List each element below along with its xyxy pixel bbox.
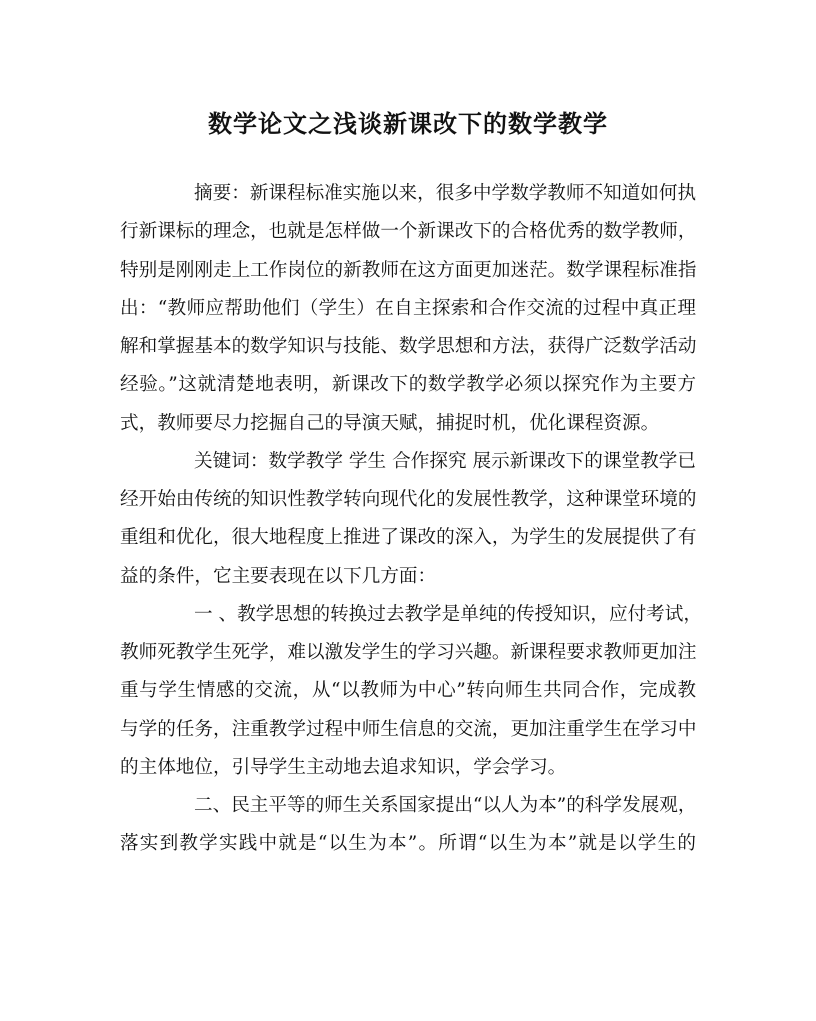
paragraph-keywords-line: 关键词：数学教学 学生 合作探究 展示新课改下的课堂教学已 xyxy=(194,450,696,472)
document-title: 数学论文之浅谈新课改下的数学教学 xyxy=(208,109,608,138)
paragraph-section-two-line: 二、民主平等的师生关系国家提出“以人为本”的科学发展观， xyxy=(194,795,697,816)
paragraph-section-one-line: 的主体地位，引导学生主动地去追求知识，学会学习。 xyxy=(120,756,567,778)
document-body xyxy=(120,175,702,864)
paragraph-section-two-line: 落实到教学实践中就是“以生为本”。所谓“以生为本”就是以学生的 xyxy=(120,833,696,855)
paragraph-keywords-line: 益的条件，它主要表现在以下几方面： xyxy=(120,565,437,587)
paragraph-keywords-line: 经开始由传统的知识性教学转向现代化的发展性教学，这种课堂环境的 xyxy=(120,489,697,510)
paragraph-section-one-line: 教师死教学生死学，难以激发学生的学习兴趣。新课程要求教师更加注 xyxy=(120,642,697,663)
paragraph-abstract-line: 经验。”这就清楚地表明，新课改下的数学教学必须以探究作为主要方 xyxy=(120,374,696,396)
paragraph-section-one-line: 与学的任务，注重教学过程中师生信息的交流，更加注重学生在学习中 xyxy=(120,718,697,740)
paragraph-abstract-line: 出：“教师应帮助他们（学生）在自主探索和合作交流的过程中真正理 xyxy=(120,297,696,319)
paragraph-section-one-line: 一 、教学思想的转换过去教学是单纯的传授知识，应付考试， xyxy=(194,603,702,625)
paragraph-abstract-line: 解和掌握基本的数学知识与技能、数学思想和方法，获得广泛数学活动 xyxy=(120,336,697,357)
paragraph-abstract-line: 摘要：新课程标准实施以来，很多中学数学教师不知道如何执 xyxy=(194,183,697,204)
paragraph-abstract-line: 行新课标的理念，也就是怎样做一个新课改下的合格优秀的数学教师， xyxy=(120,221,697,243)
paragraph-section-one-line: 重与学生情感的交流，从“以教师为中心”转向师生共同合作，完成教 xyxy=(120,680,696,702)
paragraph-abstract-line: 式，教师要尽力挖掘自己的导演天赋，捕捉时机，优化课程资源。 xyxy=(120,412,660,434)
paragraph-keywords-line: 重组和优化，很大地程度上推进了课改的深入，为学生的发展提供了有 xyxy=(120,527,697,549)
paragraph-abstract-line: 特别是刚刚走上工作岗位的新教师在这方面更加迷茫。数学课程标准指 xyxy=(120,259,697,281)
